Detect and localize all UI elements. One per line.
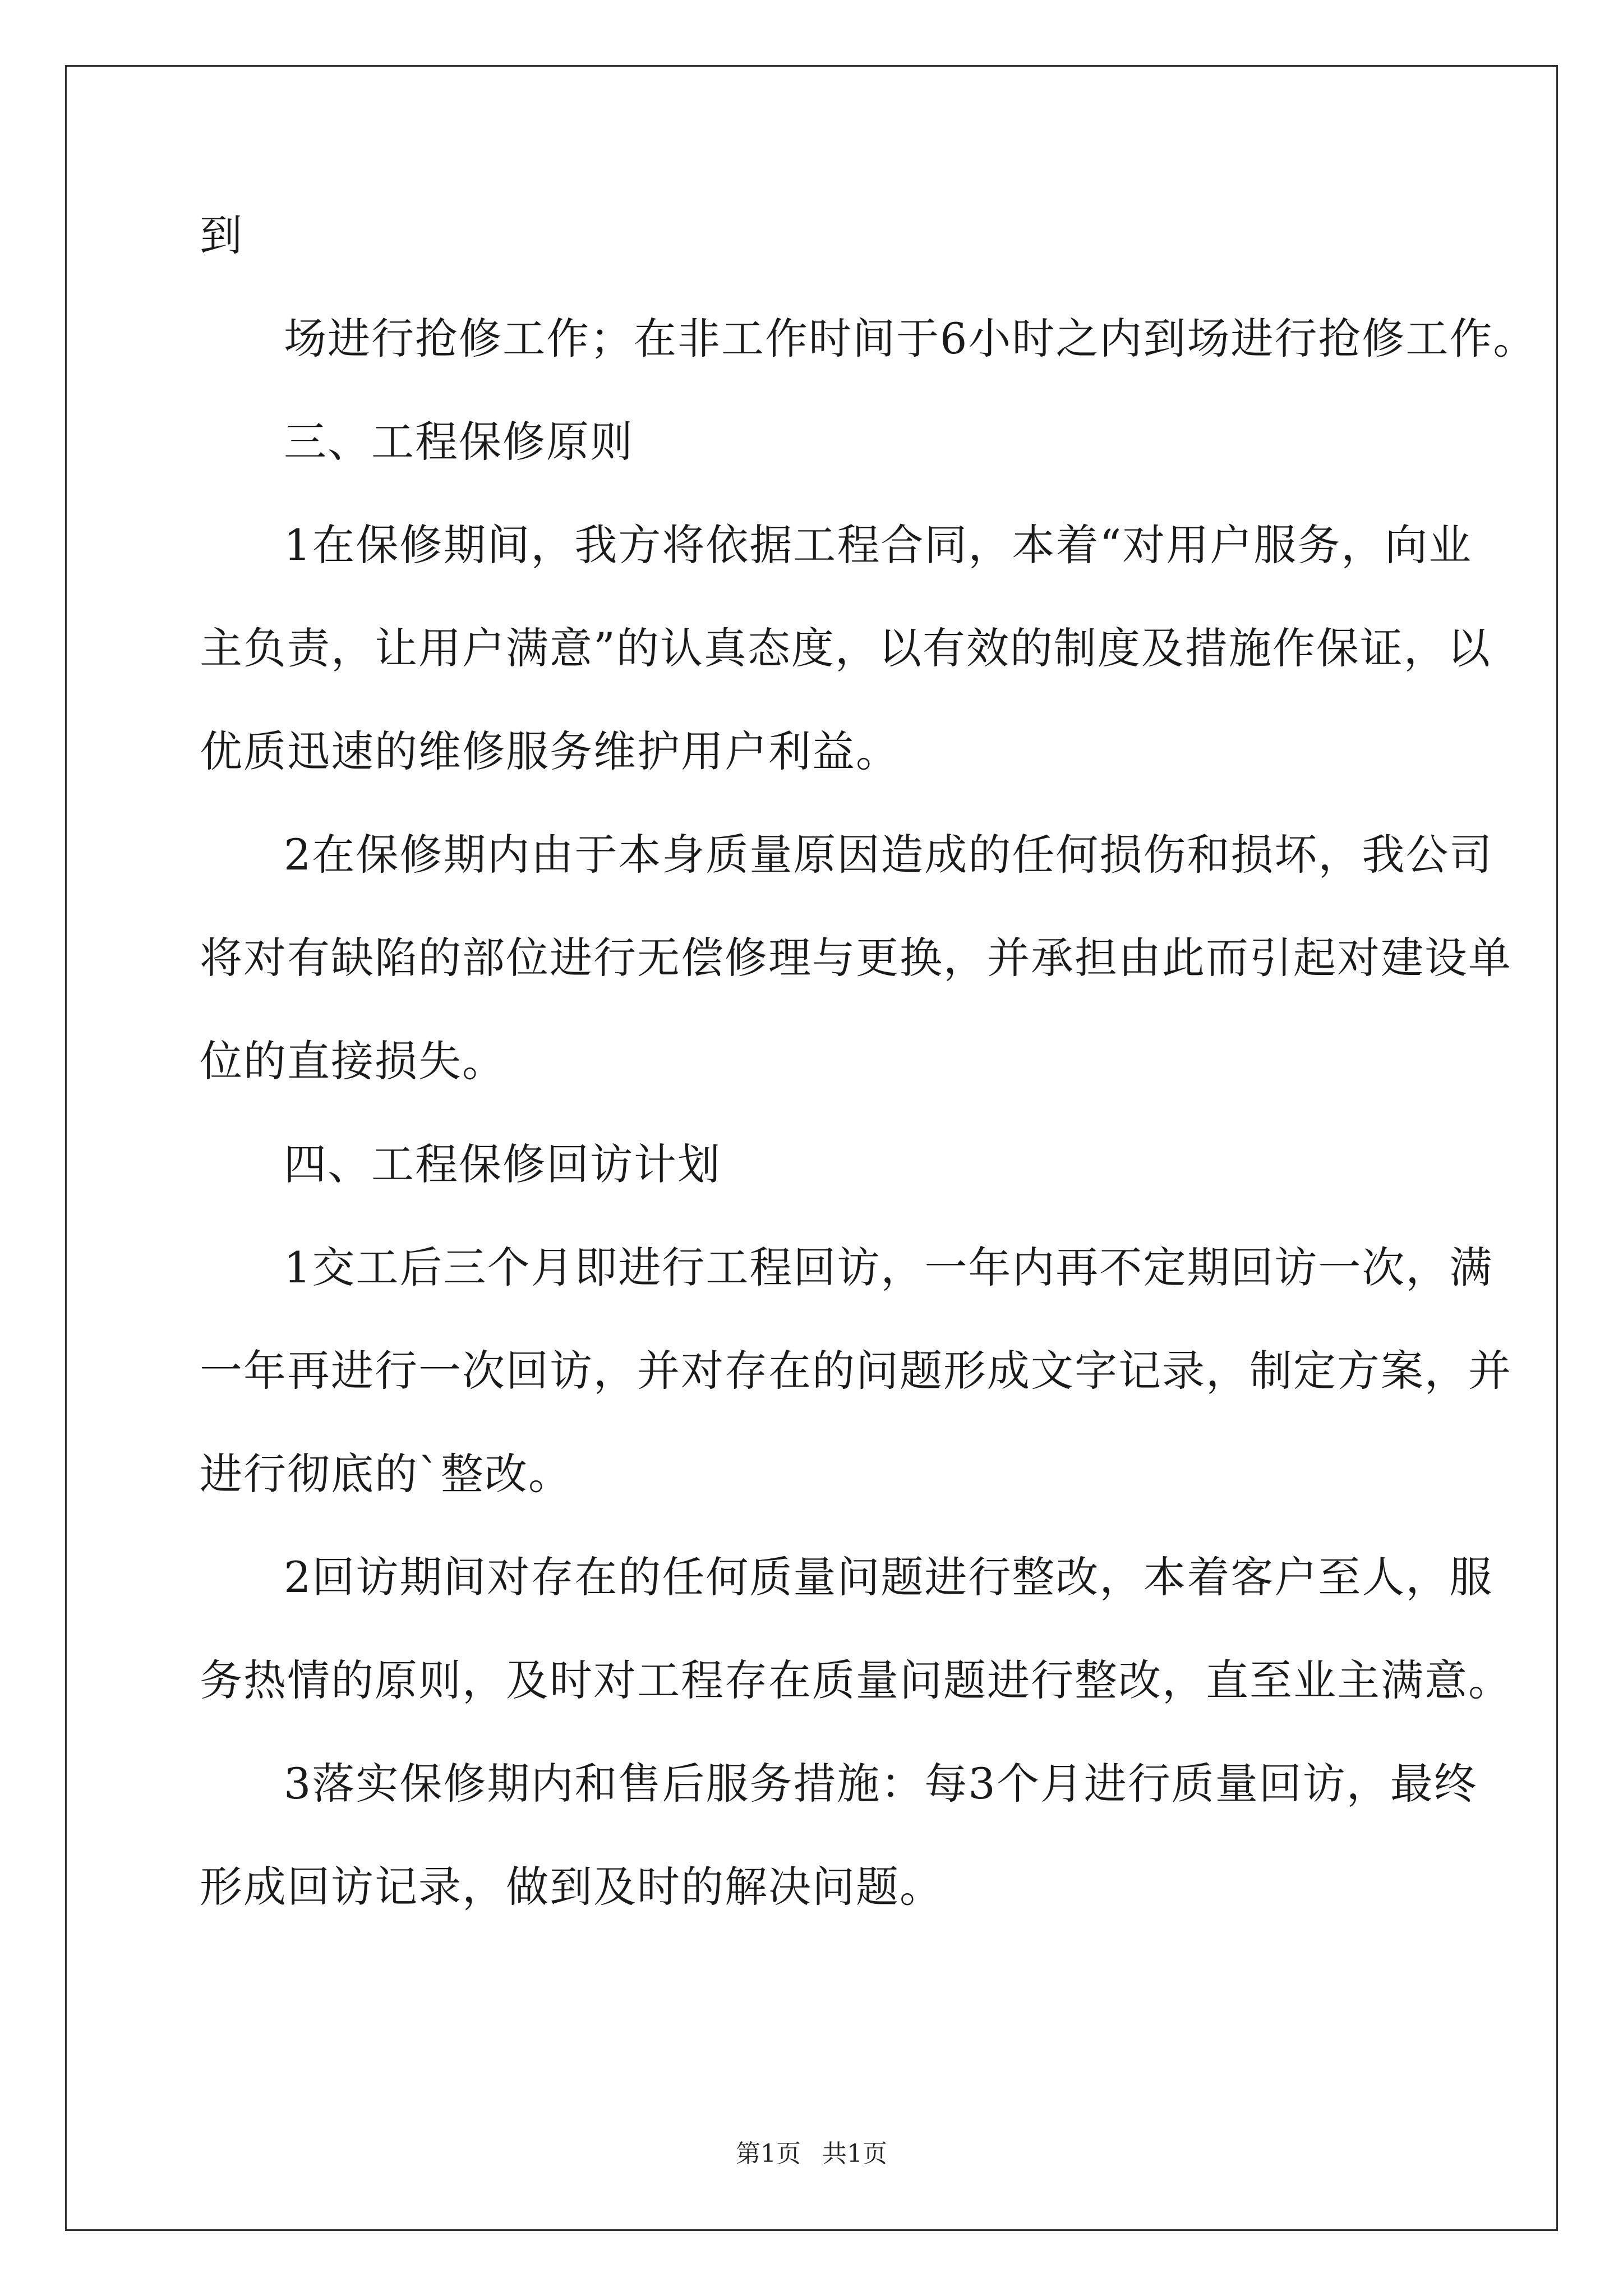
text-line: 形成回访记录，做到及时的解决问题。	[200, 1862, 943, 1912]
text-line: 务热情的原则，及时对工程存在质量问题进行整改，直至业主满意。	[200, 1655, 1512, 1705]
text-line: 主负责，让用户满意”的认真态度，以有效的制度及措施作保证，以	[200, 623, 1491, 673]
text-line: 位的直接损失。	[200, 1036, 506, 1086]
page-footer	[0, 2137, 1623, 2171]
text-line: 将对有缺陷的部位进行无偿修理与更换，并承担由此而引起对建设单	[200, 933, 1512, 983]
text-line: 2在保修期内由于本身质量原因造成的任何损伤和损坏，我公司	[284, 830, 1493, 880]
text-line: 到	[200, 210, 243, 260]
text-line: 3落实保修期内和售后服务措施：每3个月进行质量回访，最终	[284, 1759, 1478, 1809]
text-line: 优质迅速的维修服务维护用户利益。	[200, 726, 900, 776]
text-line: 1在保修期间，我方将依据工程合同，本着“对用户服务，向业	[284, 520, 1473, 570]
text-line: 一年再进行一次回访，并对存在的问题形成文字记录，制定方案，并	[200, 1346, 1512, 1396]
page-number-current: 第1页	[736, 2139, 801, 2168]
text-line: 三、工程保修原则	[284, 417, 634, 467]
text-line: 1交工后三个月即进行工程回访，一年内再不定期回访一次，满	[284, 1243, 1493, 1292]
page-number-total: 共1页	[822, 2139, 887, 2168]
text-line: 进行彻底的`整改。	[200, 1449, 572, 1499]
text-line: 2回访期间对存在的任何质量问题进行整改，本着客户至人，服	[284, 1552, 1493, 1602]
text-line: 四、工程保修回访计划	[284, 1139, 721, 1189]
text-line: 场进行抢修工作；在非工作时间于6小时之内到场进行抢修工作。	[284, 314, 1537, 364]
